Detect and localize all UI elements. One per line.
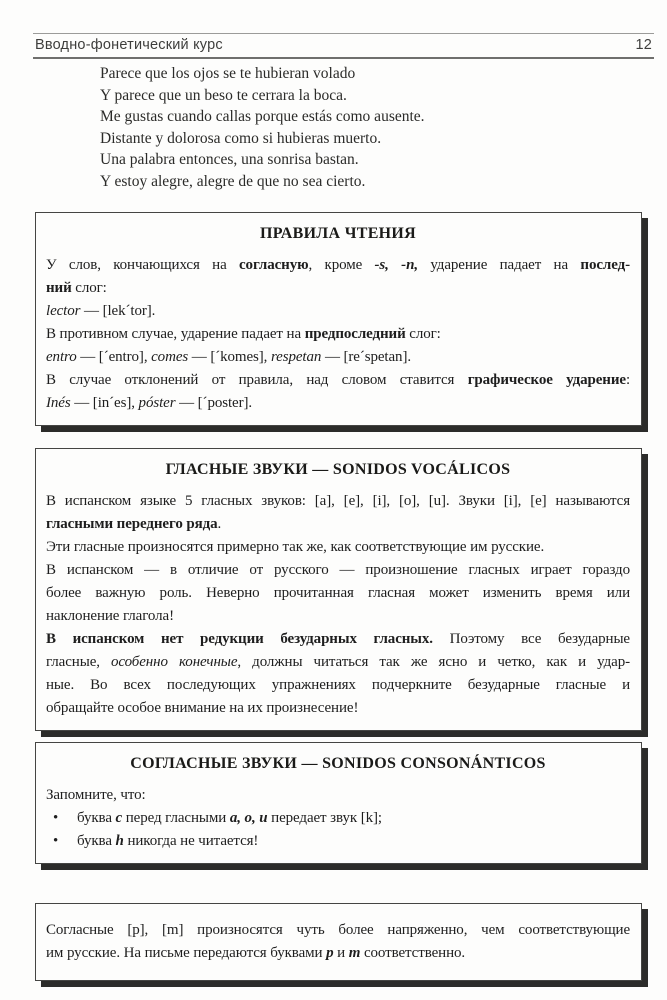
text-segment: ний [46,280,72,296]
text-segment: слог: [405,326,441,342]
text-segment: обращайте особое внимание на их произнесение! [46,700,359,716]
text-line [46,513,630,536]
text-segment: графическое ударение [467,372,626,388]
text-segment: , кроме [308,257,375,273]
text-segment: — [´entro], [76,349,152,365]
text-segment: — [´komes], [188,349,271,365]
text-segment: слог: [71,280,107,296]
text-segment: буква [77,810,116,826]
text-segment: наклонение глагола! [46,608,174,624]
text-line [46,277,630,300]
text-segment: . [217,516,222,532]
bullet-line [46,807,630,830]
vowel-sounds-box [35,448,642,731]
text-line [46,919,630,942]
text-segment: Поэтому все безударные [432,631,630,647]
text-line [46,651,630,674]
text-segment: , должны читаться так же ясно и четко, как и удар- [237,654,630,670]
pronunciation-note-box [35,903,642,981]
text-segment: перед гласными [122,810,230,826]
text-line [46,674,630,697]
text-line [46,582,630,605]
bullet-marker: • [53,810,59,826]
text-line [46,605,630,628]
text-segment: Inés [46,395,71,411]
poem [100,63,580,192]
text-line [46,784,630,807]
text-segment: — [lek´tor]. [80,303,156,319]
text-segment: comes [151,349,189,365]
box-title: ГЛАСНЫЕ ЗВУКИ — SONIDOS VOCÁLICOS [165,461,511,478]
text-segment: p [326,945,334,961]
text-segment: — [´poster]. [175,395,253,411]
consonant-sounds-box [35,742,642,864]
text-segment: lector [46,303,81,319]
box-body [46,784,630,853]
text-segment: : [625,372,631,388]
text-segment: гласные, [46,654,111,670]
text-segment: В испанском языке 5 гласных звуков: [a], [e], [i], [o], [u]. Звуки [i], [e] называются [46,493,630,509]
text-segment: и [333,945,349,961]
text-line [46,369,630,392]
text-segment: c [115,810,123,826]
poem-line: Me gustas cuando callas porque estás como ausente. [100,108,425,125]
text-segment: более важную роль. Неверно прочитанная гласная может изменить время или [46,585,630,601]
text-segment: гласными переднего ряда [46,516,218,532]
text-segment: Запомните, что: [46,787,146,803]
text-segment: ударение падает на [417,257,581,273]
page-number: 12 [635,37,652,53]
text-segment: буква [77,833,116,849]
text-line [46,323,630,346]
text-segment: h [115,833,124,849]
text-line [46,942,630,965]
text-segment: передает звук [k]; [267,810,382,826]
text-segment: — [in´es], [70,395,139,411]
text-segment: предпоследний [304,326,406,342]
text-segment: особенно конечные [111,654,238,670]
poem-line: Una palabra entonces, una sonrisa bastan. [100,151,359,168]
reading-rules-box [35,212,642,426]
text-segment: У слов, кончающихся на [46,257,239,273]
text-segment: Согласные [p], [m] произносятся чуть более напряженно, чем соответствующие [46,922,630,938]
text-segment: -s, -n, [374,257,418,273]
text-line [46,392,630,415]
text-segment: В случае отклонений от правила, над словом ставится [46,372,468,388]
bullet-marker: • [53,833,59,849]
text-segment: m [348,945,361,961]
box-body [46,919,630,965]
text-segment: В испанском — в отличие от русского — произношение гласных играет гораздо [46,562,630,578]
text-segment: В испанском нет редукции безударных гласных. [46,631,433,647]
running-head-title: Вводно-фонетический курс [35,37,223,53]
text-line [46,536,630,559]
text-line [46,300,630,323]
box-body [46,490,630,720]
text-segment: соответственно. [360,945,466,961]
poem-line: Y estoy alegre, alegre de que no sea cierto. [100,172,366,190]
poem-line: Distante y dolorosa como si hubieras muerto. [100,129,382,147]
text-segment: ные. Во всех последующих упражнениях подчеркните безударные гласные и [46,677,630,693]
text-segment: — [re´spetan]. [321,349,412,365]
box-title: ПРАВИЛА ЧТЕНИЯ [259,225,417,242]
text-segment: послед- [580,257,630,273]
text-segment: póster [138,395,176,411]
text-segment: согласную [239,257,309,273]
text-segment: В противном случае, ударение падает на [46,326,305,342]
text-segment: entro [46,349,77,365]
text-segment: a, o, u [229,810,268,826]
text-line [46,697,630,720]
poem-line: Parece que los ojos se te hubieran volado [100,65,356,82]
text-line [46,628,630,651]
text-segment: Эти гласные произносятся примерно так же, как соответствующие им русские. [46,539,545,555]
text-segment: respetan [270,349,322,365]
text-line [46,490,630,513]
text-segment: им русские. На письме передаются буквами [46,945,327,961]
text-segment: никогда не читается! [123,833,259,849]
bullet-line [46,830,630,853]
box-body [46,254,630,415]
text-line [46,559,630,582]
running-head [33,33,654,59]
poem-line: Y parece que un beso te cerrara la boca. [100,86,347,104]
text-line [46,254,630,277]
text-line [46,346,630,369]
box-title: СОГЛАСНЫЕ ЗВУКИ — SONIDOS CONSONÁNTICOS [130,755,546,772]
